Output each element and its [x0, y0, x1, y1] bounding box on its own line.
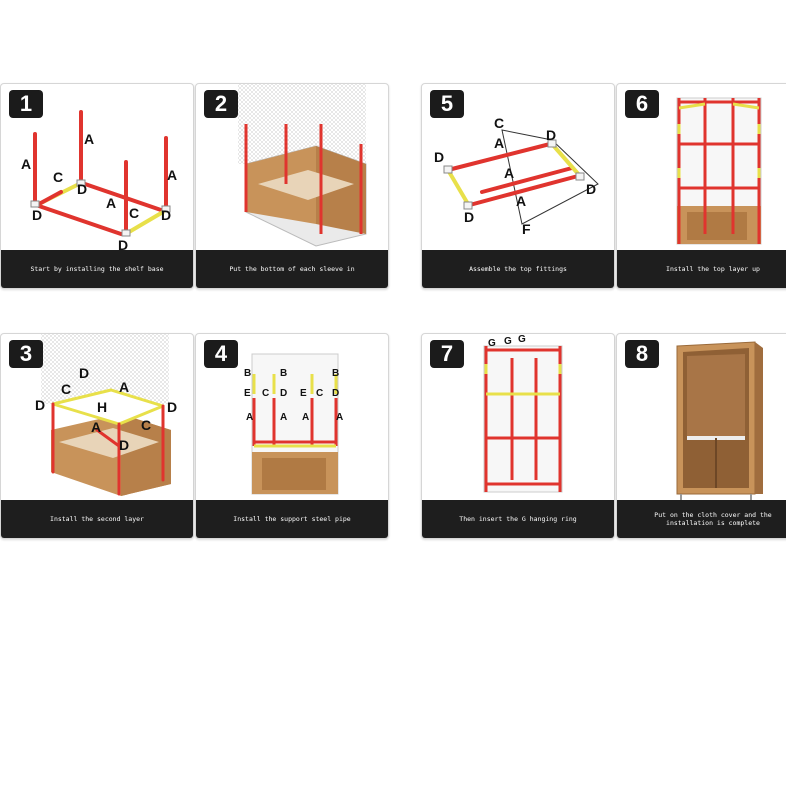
- label-a: A: [516, 193, 527, 209]
- step-2-panel: [195, 83, 389, 289]
- label-d: D: [77, 181, 88, 197]
- label-d: D: [161, 207, 172, 223]
- step-caption: Install the top layer up: [617, 250, 786, 288]
- label-c: C: [61, 381, 72, 397]
- label-a: A: [106, 195, 117, 211]
- label-c: C: [129, 205, 140, 221]
- label-d: D: [280, 388, 288, 399]
- step-caption: Install the second layer: [1, 500, 193, 538]
- label-d: D: [434, 149, 445, 165]
- label-f: F: [522, 221, 531, 237]
- label-a: A: [91, 419, 102, 435]
- label-g: G: [488, 338, 496, 349]
- step-number-badge: 5: [430, 90, 464, 118]
- step-1-panel: [0, 83, 194, 289]
- label-c: C: [316, 388, 324, 399]
- label-e: E: [300, 388, 307, 399]
- label-g: G: [504, 336, 512, 347]
- label-g: G: [518, 334, 526, 345]
- label-d: D: [32, 207, 43, 223]
- label-c: C: [141, 417, 152, 433]
- label-a: A: [494, 135, 505, 151]
- step-number-badge: 1: [9, 90, 43, 118]
- label-a: A: [280, 412, 288, 423]
- label-a: A: [119, 379, 130, 395]
- step-7-panel: [421, 333, 615, 539]
- step-4-panel: [195, 333, 389, 539]
- step-caption: Start by installing the shelf base: [1, 250, 193, 288]
- label-c: C: [53, 169, 64, 185]
- step-caption: Install the support steel pipe: [196, 500, 388, 538]
- label-a: A: [302, 412, 310, 423]
- label-b: B: [280, 368, 288, 379]
- step-caption: Assemble the top fittings: [422, 250, 614, 288]
- label-c: C: [494, 115, 505, 131]
- label-c: C: [262, 388, 270, 399]
- step-number-badge: 7: [430, 340, 464, 368]
- step-caption: Put the bottom of each sleeve in: [196, 250, 388, 288]
- label-e: E: [244, 388, 251, 399]
- label-a: A: [21, 156, 32, 172]
- step-number-badge: 4: [204, 340, 238, 368]
- label-d: D: [586, 181, 597, 197]
- step-number-badge: 6: [625, 90, 659, 118]
- label-d: D: [35, 397, 46, 413]
- label-d: D: [79, 365, 90, 381]
- label-d: D: [167, 399, 178, 415]
- label-a: A: [336, 412, 344, 423]
- label-d: D: [332, 388, 340, 399]
- label-d: D: [464, 209, 475, 225]
- step-3-panel: [0, 333, 194, 539]
- step-8-panel: [616, 333, 786, 539]
- label-a: A: [246, 412, 254, 423]
- step-number-badge: 2: [204, 90, 238, 118]
- step-number-badge: 3: [9, 340, 43, 368]
- step-6-panel: [616, 83, 786, 289]
- label-h: H: [97, 399, 108, 415]
- label-b: B: [244, 368, 252, 379]
- label-d: D: [119, 437, 130, 453]
- label-a: A: [504, 165, 515, 181]
- step-caption: Put on the cloth cover and the installation is complete: [617, 500, 786, 538]
- step-number-badge: 8: [625, 340, 659, 368]
- label-a: A: [167, 167, 178, 183]
- step-5-panel: [421, 83, 615, 289]
- label-b: B: [332, 368, 340, 379]
- label-a: A: [84, 131, 95, 147]
- step-caption: Then insert the G hanging ring: [422, 500, 614, 538]
- label-d: D: [118, 237, 129, 250]
- label-d: D: [546, 127, 557, 143]
